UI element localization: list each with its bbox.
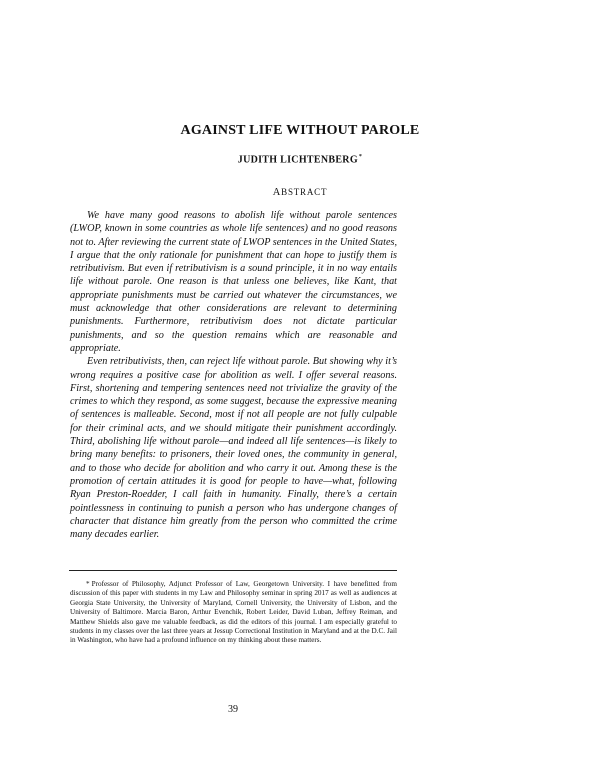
- abstract-heading-initial: A: [272, 187, 282, 198]
- footnote-divider: [69, 570, 397, 571]
- author-name: [0, 154, 600, 165]
- footnote: [70, 580, 397, 646]
- abstract-heading-rest: BSTRACT: [281, 187, 328, 197]
- author-footnote-mark: *: [358, 154, 363, 160]
- footnote-text: Professor of Philosophy, Adjunct Professor of Law, Georgetown University. I have benefitted from discussion of this paper with students in my Law and Philosophy seminar in spring 2017 as well as audiences at Georgia State University, the University of Maryland, Cornell University, the University of Lisbon, and the University of Baltimore. Marcia Baron, Arthur Evenchik, Robert Leider, David Luban, Jeffrey Reiman, and Matthew Shields also gave me valuable feedback, as did the editors of this journal. I am especially grateful to students in my classes over the last three years at Jessup Correctional Institution in Maryland and at the D.C. Jail in Washington, who have had a profound influence on my thinking about these matters.: [70, 580, 397, 645]
- abstract-heading: [0, 187, 600, 198]
- article-title: AGAINST LIFE WITHOUT PAROLE: [180, 123, 420, 138]
- footnote-mark: *: [86, 580, 90, 588]
- abstract-paragraph-2: Even retributivists, then, can reject life without parole. But showing why it’s wrong requires a positive case for abolition as well. I offer several reasons. First, shortening and tempering sentences need not trivialize the gravity of the crimes to which they respond, as some suggest, because the expressive meaning of sentences is malleable. Second, most if not all people are not fully culpable for their criminal acts, and we should mitigate their punishment accordingly. Third, abolishing life without parole—and indeed all life sentences—is likely to bring many benefits: to prisoners, their loved ones, the community in general, and to those who decide for abolition and who carry it out. Among these is the promotion of certain attitudes it is good for people to have—what, following Ryan Preston-Roedder, I call faith in humanity. Finally, there’s a certain pointlessness in continuing to punish a person who has undergone changes of character that distance him greatly from the person who committed the crime many decades earlier.: [70, 356, 397, 541]
- page-number: 39: [228, 704, 238, 715]
- abstract-body: [70, 209, 397, 541]
- author-name-text: JUDITH LICHTENBERG: [237, 154, 358, 166]
- abstract-paragraph-1: We have many good reasons to abolish life without parole sentences (LWOP, known in some countries as whole life sentences) and no good reasons not to. After reviewing the current state of LWOP sentences in the United States, I argue that the only rationale for punishment that can hope to justify them is retributivism. But even if retributivism is a sound principle, it in no way entails life without parole. One reason is that unless one believes, like Kant, that appropriate punishments must be carried out whatever the circumstances, we must acknowledge that other considerations are relevant to determining punishments. Furthermore, retributivism does not dictate particular punishments, and so the question remains which are reasonable and appropriate.: [70, 210, 397, 354]
